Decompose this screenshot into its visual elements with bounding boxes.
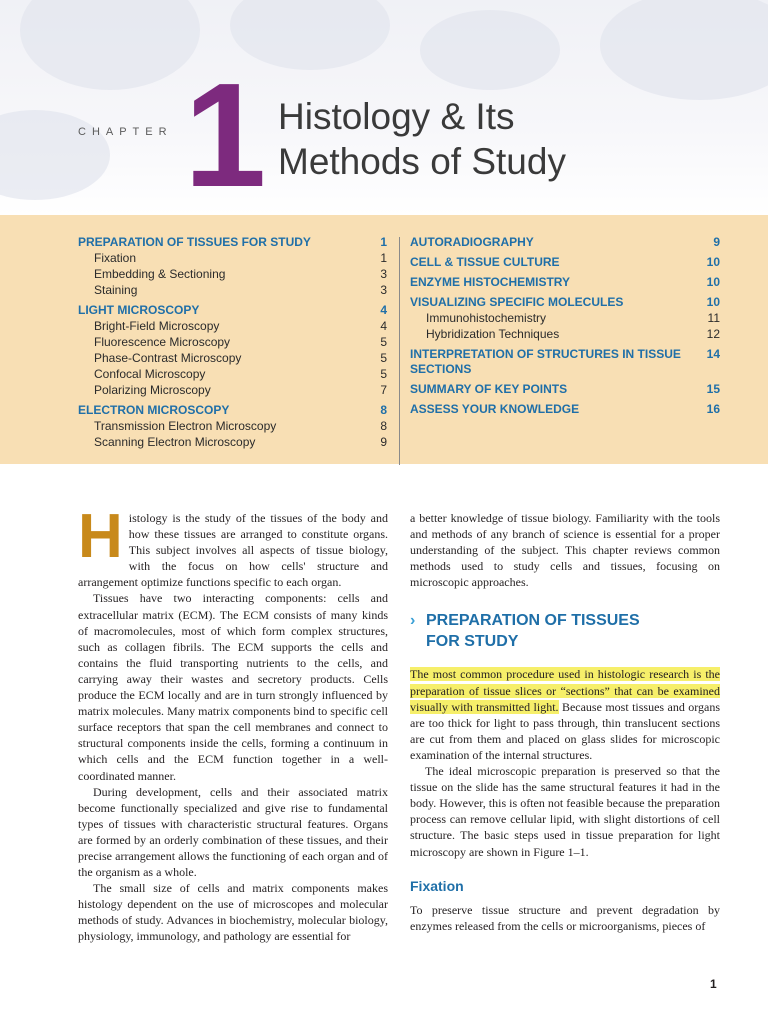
toc-entry-label: ASSESS YOUR KNOWLEDGE [410, 402, 580, 416]
body-paragraph: a better knowledge of tissue biology. Familiarity with the tools and methods of any branch of science is essential for a proper understanding of the subject. This chapter reviews common methods used to study cells and tissues, focusing on microscopic approaches. [410, 511, 720, 590]
toc-entry-label: Confocal Microscopy [94, 367, 206, 381]
toc-entry-label: ENZYME HISTOCHEMISTRY [410, 275, 571, 289]
contents-left-column [78, 235, 387, 450]
toc-entry-page: 1 [380, 251, 387, 265]
toc-entry-label: CELL & TISSUE CULTURE [410, 255, 560, 269]
body-paragraph: Tissues have two interacting components: cells and extracellular matrix (ECM). The ECM consists of many kinds of macromolecules, most of which form complex structures, such as collagen fibrils. The ECM supports the cells and contains the fluid transporting nutrients to the cells, and carrying away their wastes and secretory products. Cells produce the ECM locally and are in turn strongly influenced by matrix molecules. Many matrix components bind to specific cell surface receptors that span the cell membranes and connect to structural components inside the cells, forming a continuum in which cells and the ECM function together in a well-coordinated manner. [78, 591, 388, 783]
toc-entry-page: 8 [380, 403, 387, 417]
subsection-heading: Fixation [410, 877, 464, 894]
toc-entry-label: ELECTRON MICROSCOPY [78, 403, 230, 417]
chapter-label: CHAPTER [78, 126, 173, 138]
toc-entry-page: 5 [380, 351, 387, 365]
background-blob [600, 0, 768, 100]
toc-entry[interactable] [78, 366, 387, 382]
highlighted-text: The most common procedure used in histologic research is the preparation of tissue slices or “sections” that can be examined visually with transmitted light. [410, 667, 720, 714]
body-left-column [78, 502, 388, 945]
chapter-title-line1: Histology & Its [278, 96, 515, 137]
toc-entry-page: 5 [380, 335, 387, 349]
background-blob [0, 110, 110, 200]
toc-entry-page: 3 [380, 283, 387, 297]
body-paragraph: During development, cells and their associated matrix become functionally specialized and give rise to fundamental types of tissues with characteristic structural features. Organs are formed by an orderly combination of these tissues, and their precise arrangement allows the functioning of each organ and of the organism as a whole. [78, 784, 388, 880]
toc-entry-label: AUTORADIOGRAPHY [410, 235, 534, 249]
toc-entry-page: 9 [713, 235, 720, 249]
chapter-header [0, 0, 768, 215]
contents-divider [399, 237, 400, 465]
toc-entry[interactable] [410, 382, 720, 397]
toc-entry-page: 15 [706, 382, 720, 396]
toc-entry-label: LIGHT MICROSCOPY [78, 303, 200, 317]
body-paragraph: The ideal microscopic preparation is preserved so that the tissue on the slide has the same structural features it had in the body. However, this is often not feasible because the preparation process can remove cellular lipid, with slight distortions of cell structure. The basic steps used in tissue preparation for light microscopy are shown in Figure 1–1. [410, 764, 720, 859]
chapter-number: 1 [184, 53, 263, 215]
toc-entry-label: SUMMARY OF KEY POINTS [410, 382, 568, 396]
toc-entry[interactable] [410, 235, 720, 250]
body-right-column [410, 510, 720, 934]
background-blob [420, 10, 560, 90]
page-number: 1 [710, 977, 717, 991]
toc-entry-label: PREPARATION OF TISSUES FOR STUDY [78, 235, 311, 249]
toc-entry[interactable] [78, 318, 387, 334]
toc-entry-page: 12 [706, 327, 720, 341]
chapter-title-line2: Methods of Study [278, 141, 566, 182]
toc-entry-label: Hybridization Techniques [426, 327, 560, 341]
toc-entry[interactable] [78, 250, 387, 266]
section-heading: › PREPARATION OF TISSUES FOR STUDY [410, 612, 640, 651]
toc-entry-label: Bright-Field Microscopy [94, 319, 220, 333]
toc-entry-page: 7 [380, 383, 387, 397]
toc-entry-page: 5 [380, 367, 387, 381]
intro-paragraph: Histology is the study of the tissues of the body and how these tissues are arranged to constitute organs. This subject involves all aspects of tissue biology, with the focus on how cells' structure and arrangement optimize functions specific to each organ. [78, 502, 388, 590]
toc-entry[interactable] [410, 255, 720, 270]
toc-entry-label: Fixation [94, 251, 137, 265]
toc-entry-page: 16 [706, 402, 720, 416]
toc-entry-page: 10 [706, 275, 720, 289]
toc-entry[interactable] [78, 303, 387, 318]
toc-entry[interactable] [78, 382, 387, 398]
toc-entry[interactable] [78, 266, 387, 282]
chapter-title [278, 94, 566, 184]
toc-entry[interactable] [78, 403, 387, 418]
toc-entry-label: Phase-Contrast Microscopy [94, 351, 242, 365]
toc-entry[interactable] [410, 310, 720, 326]
toc-entry-page: 14 [706, 347, 720, 361]
toc-entry-label: Embedding & Sectioning [94, 267, 226, 281]
drop-cap: H [78, 502, 123, 571]
toc-entry-label: Staining [94, 283, 138, 297]
toc-entry-page: 3 [380, 267, 387, 281]
toc-entry-page: 4 [380, 303, 387, 317]
toc-entry[interactable] [78, 434, 387, 450]
toc-entry[interactable] [78, 235, 387, 250]
toc-entry-label: INTERPRETATION OF STRUCTURES IN TISSUE SECTIONS [410, 347, 681, 376]
body-paragraph: The most common procedure used in histologic research is the preparation of tissue slices or “sections” that can be examined visually with transmitted light. Because most tissues and organs are too thick for light to pass through, thin translucent sections are cut from them and placed on glass slides for microscopic examination of the internal structures. [410, 667, 720, 762]
toc-entry-page: 11 [707, 311, 720, 325]
toc-entry[interactable] [410, 402, 720, 417]
toc-entry-page: 10 [706, 295, 720, 309]
chevron-right-icon: › [410, 612, 416, 630]
body-paragraph: To preserve tissue structure and prevent degradation by enzymes released from the cells or microorganisms, pieces of [410, 902, 720, 933]
toc-entry[interactable] [78, 282, 387, 298]
toc-entry[interactable] [78, 350, 387, 366]
toc-entry[interactable] [78, 334, 387, 350]
toc-entry-page: 8 [380, 419, 387, 433]
contents-right-column [410, 235, 720, 417]
toc-entry[interactable] [410, 295, 720, 310]
toc-entry-label: Fluorescence Microscopy [94, 335, 231, 349]
toc-entry-page: 9 [380, 435, 387, 449]
toc-entry-page: 1 [380, 235, 387, 249]
toc-entry[interactable] [410, 275, 720, 290]
body-paragraph: The small size of cells and matrix components makes histology dependent on the use of microscopes and molecular methods of study. Advances in biochemistry, molecular biology, physiology, immunology, and pathology are essential for [78, 881, 388, 944]
toc-entry-label: Polarizing Microscopy [94, 383, 211, 397]
toc-entry[interactable] [410, 347, 720, 377]
toc-entry-page: 4 [380, 319, 387, 333]
toc-entry[interactable] [78, 418, 387, 434]
toc-entry-label: Immunohistochemistry [426, 311, 547, 325]
toc-entry[interactable] [410, 326, 720, 342]
toc-entry-label: Transmission Electron Microscopy [94, 419, 277, 433]
toc-entry-label: Scanning Electron Microscopy [94, 435, 256, 449]
toc-entry-page: 10 [706, 255, 720, 269]
chapter-contents [0, 215, 768, 464]
toc-entry-label: VISUALIZING SPECIFIC MOLECULES [410, 295, 624, 309]
background-blob [20, 0, 200, 90]
